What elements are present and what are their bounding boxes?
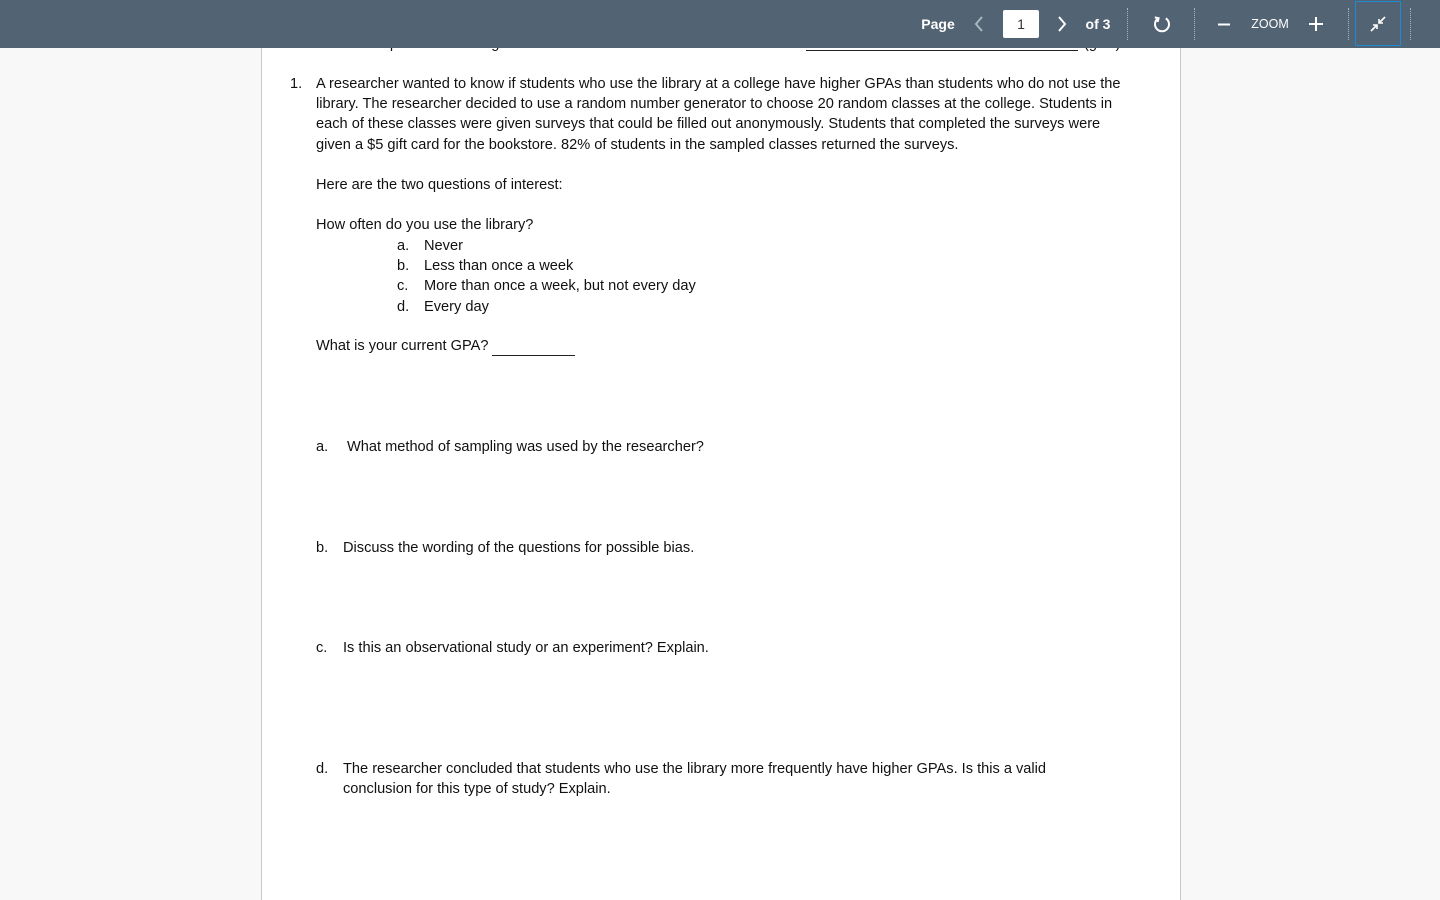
part-text: Is this an observational study or an experiment? Explain. xyxy=(343,640,709,656)
toolbar-divider xyxy=(1127,8,1128,40)
page-number-input[interactable] xyxy=(1003,10,1039,38)
option-text: Never xyxy=(424,238,463,254)
option-letter: b. xyxy=(397,258,410,275)
total-pages-label: of 3 xyxy=(1085,16,1111,32)
question-number: 1. xyxy=(290,76,303,92)
option-item xyxy=(397,297,696,317)
questions-of-interest-label: Here are the two questions of interest: xyxy=(316,177,563,193)
zoom-label: ZOOM xyxy=(1251,17,1289,31)
gpa-question xyxy=(316,336,575,356)
option-letter: c. xyxy=(397,278,409,295)
question-intro-text: A researcher wanted to know if students who use the library at a college have higher GPAs than students who do not use the library. The researcher decided to use a random number generator to choose 20 random classes at the college. Students in each of these classes were given surveys that could be filled out anonymously. Students that completed the surveys were given a $5 gift card for the bookstore. 82% of students in the sampled classes returned the surveys. xyxy=(316,76,1121,153)
part-d xyxy=(316,759,1103,799)
zoom-out-button[interactable] xyxy=(1211,0,1237,48)
option-item xyxy=(397,256,696,276)
chevron-left-icon xyxy=(973,15,985,33)
part-b xyxy=(316,538,694,558)
gpa-blank-line xyxy=(492,341,575,356)
part-a xyxy=(316,437,704,457)
part-letter: b. xyxy=(316,540,329,556)
chevron-right-icon xyxy=(1056,15,1068,33)
option-text: Less than once a week xyxy=(424,258,574,275)
toolbar-divider xyxy=(1410,8,1411,40)
part-letter: a. xyxy=(316,439,329,455)
part-c xyxy=(316,638,709,658)
toolbar-divider xyxy=(1194,8,1195,40)
library-question: How often do you use the library? xyxy=(316,217,534,233)
library-options-list xyxy=(397,236,696,317)
page-label: Page xyxy=(921,16,955,32)
question-intro xyxy=(316,74,1136,155)
previous-page-button[interactable] xyxy=(966,0,992,48)
option-letter: a. xyxy=(397,238,410,254)
option-item xyxy=(397,236,696,256)
viewer-toolbar xyxy=(0,0,1440,48)
part-letter: c. xyxy=(316,640,328,656)
option-letter: d. xyxy=(397,298,410,315)
rotate-button[interactable] xyxy=(1146,0,1178,48)
option-item xyxy=(397,276,696,296)
option-text: More than once a week, but not every day xyxy=(424,278,696,295)
rotate-icon xyxy=(1152,14,1172,34)
part-text: Discuss the wording of the questions for possible bias. xyxy=(343,540,695,556)
gpa-question-text: What is your current GPA? xyxy=(316,338,489,354)
part-text: The researcher concluded that students who use the library more frequently have higher GPAs. Is this a valid conclusion for this type of study? Explain. xyxy=(343,761,1047,798)
minus-icon xyxy=(1217,17,1231,31)
document-page xyxy=(261,0,1181,900)
exit-fullscreen-button[interactable] xyxy=(1355,1,1401,46)
part-letter: d. xyxy=(316,761,329,777)
name-blank-line xyxy=(806,50,1078,51)
toolbar-divider xyxy=(1348,8,1349,40)
plus-icon xyxy=(1308,16,1324,32)
zoom-in-button[interactable] xyxy=(1302,0,1330,48)
next-page-button[interactable] xyxy=(1049,0,1075,48)
option-text: Every day xyxy=(424,298,489,315)
collapse-icon xyxy=(1368,14,1388,34)
part-text: What method of sampling was used by the researcher? xyxy=(347,439,704,455)
